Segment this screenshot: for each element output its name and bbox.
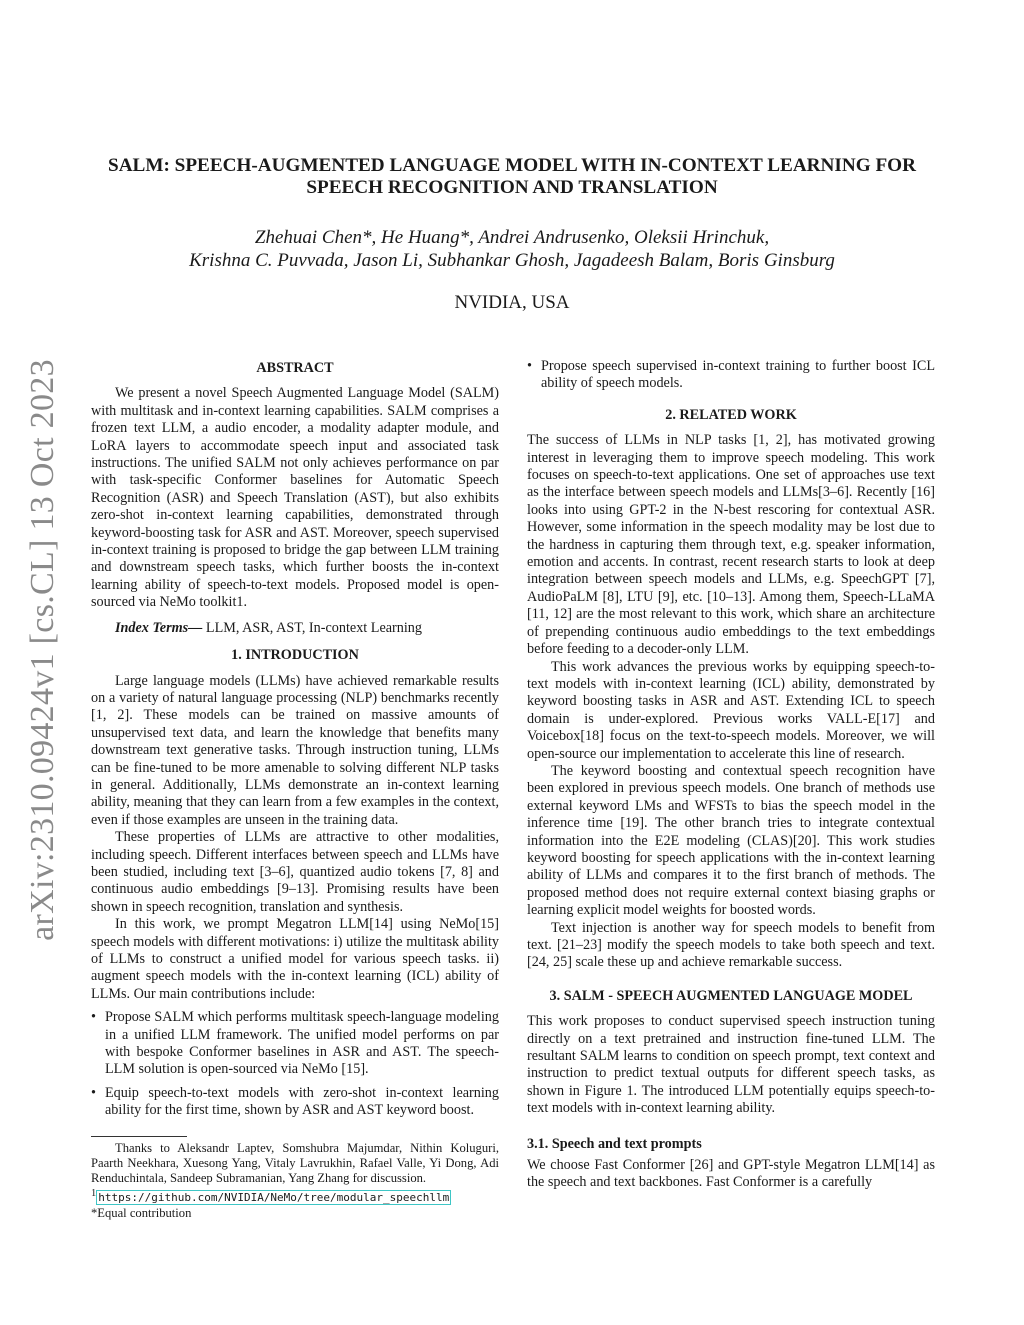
introduction-heading: 1. INTRODUCTION bbox=[231, 647, 359, 664]
footnote-1-mark: 1 bbox=[91, 1188, 97, 1200]
contribution-item: • Propose SALM which performs multitask speech-language modeling in a unified LLM framework. The unified model performs on par with bespoke Conformer baselines in ASR and AST. The speech-LLM solution is open-sourced via NeMo [15]. bbox=[105, 1009, 499, 1079]
speech-text-prompts-paragraph: We choose Fast Conformer [26] and GPT-style Megatron LLM[14] as the speech and text backbones. Fast Conformer is a carefully bbox=[527, 1157, 935, 1191]
contributions-list bbox=[91, 1009, 499, 1119]
arxiv-id-text: arXiv:2310.09424v1 [cs.CL] 13 Oct 2023 bbox=[24, 359, 61, 941]
title-line-1: SALM: SPEECH-AUGMENTED LANGUAGE MODEL WITH IN-CONTEXT LEARNING FOR bbox=[108, 155, 916, 176]
right-column bbox=[527, 358, 935, 1192]
index-terms-text: LLM, ASR, AST, In-context Learning bbox=[202, 619, 422, 636]
nemo-repo-link[interactable]: https://github.com/NVIDIA/NeMo/tree/modular_speechllm bbox=[98, 1191, 450, 1205]
paper-title bbox=[80, 155, 944, 199]
footnote-equal-contribution: *Equal contribution bbox=[91, 1205, 192, 1220]
title-line-2: SPEECH RECOGNITION AND TRANSLATION bbox=[306, 177, 718, 198]
related-work-paragraph-3: The keyword boosting and contextual speech recognition have been explored in previous speech models. One branch of methods use external keyword LMs and WFSTs to bias the speech model in the inference time [19]. The other branch tries to integrate contextual information into the E2E modeling (CLAS)[20]. This work studies keyword boosting for speech applications with the in-context learning ability of LLMs and compares it to the first branch of methods. The proposed method does not require external context biasing graphs or learning explicit model weights for boosted words. bbox=[527, 762, 935, 919]
intro-paragraph-3: In this work, we prompt Megatron LLM[14] using NeMo[15] speech models with different motivations: i) utilize the multitask ability of LLMs to construct a unified model for various speech tasks. ii) augment speech models with the in-context learning (ICL) ability of LLMs. Our main contributions include: bbox=[91, 916, 499, 1002]
contributions-list-continued bbox=[527, 358, 935, 393]
affiliation: NVIDIA, USA bbox=[454, 292, 570, 313]
salm-paragraph-1: This work proposes to conduct supervised speech instruction tuning directly on a text pretrained and instruction fine-tuned LLM. The resultant SALM learns to condition on speech prompt, text context and instruction to predict textual outputs for different speech tasks, as shown in Figure 1. The introduced LLM potentially equips speech-to-text models with in-context learning ability. bbox=[527, 1013, 935, 1117]
related-work-heading: 2. RELATED WORK bbox=[665, 406, 797, 423]
intro-paragraph-2: These properties of LLMs are attractive to other modalities, including speech. Different interfaces between speech and LLMs have been studied, including text [3–6], quantized audio tokens [7, 8] and continuous audio embeddings [9–13]. Promising results have been shown in speech recognition, translation and synthesis. bbox=[91, 829, 499, 915]
left-column bbox=[91, 358, 499, 1221]
contribution-item: • Equip speech-to-text models with zero-shot in-context learning ability for the first time, shown by ASR and AST keyword boost. bbox=[105, 1085, 499, 1120]
index-terms-label: Index Terms— bbox=[115, 619, 203, 636]
salm-section-heading: 3. SALM - SPEECH AUGMENTED LANGUAGE MODEL bbox=[549, 987, 913, 1004]
authors-line-2: Krishna C. Puvvada, Jason Li, Subhankar Ghosh, Jagadeesh Balam, Boris Ginsburg bbox=[189, 250, 835, 271]
abstract-heading: ABSTRACT bbox=[256, 360, 334, 376]
related-work-paragraph-1: The success of LLMs in NLP tasks [1, 2], has motivated growing interest in leveraging them to improve speech modeling. This work focuses on speech-to-text applications. One set of approaches use text as the interface between speech models and LLMs[3–6]. Recently [16] looks into using GPT-2 in the N-best rescoring for contextual ASR. However, some information in the speech modality may be lost due to the hardness in capturing them through text, e.g. speaker information, emotion and accents. In contrast, recent research starts to look at deep integration between speech models and LLMs, e.g. SpeechGPT [7], AudioPaLM [8], LTU [9], etc. [10–13]. Among them, Speech-LLaMA [11, 12] are the most relevant to this work, which share an architecture of prepending continuous audio embeddings to the text embeddings before feeding to a decoder-only LLM. bbox=[527, 432, 935, 658]
footnote-divider bbox=[91, 1136, 187, 1137]
intro-paragraph-1: Large language models (LLMs) have achieved remarkable results on a variety of natural language processing (NLP) benchmarks recently [1, 2]. These models can be trained on massive amounts of unsupervised text data, and learn the knowledge that benefits many downstream text generative tasks. Through instruction tuning, LLMs can be fine-tuned to be more amenable to solving different NLP tasks in general. Additionally, LLMs demonstrate an in-context learning ability, meaning that they can learn from a few examples in the context, even if those examples are unseen in the training data. bbox=[91, 672, 499, 828]
footnote-1 bbox=[91, 1186, 499, 1205]
related-work-paragraph-2: This work advances the previous works by equipping speech-to-text models with in-context learning (ICL) ability, demonstrated by keyword boosting tasks in ASR and AST. Extending ICL to speech domain is under-explored. Previous works VALL-E[17] and Voicebox[18] focus on the text-to-speech models. Moreover, we will open-source our implementation to accelerate this line of research. bbox=[527, 658, 935, 762]
index-terms bbox=[91, 620, 499, 637]
speech-text-prompts-heading: 3.1. Speech and text prompts bbox=[527, 1135, 702, 1152]
abstract-text: We present a novel Speech Augmented Language Model (SALM) with multitask and in-context learning capabilities. SALM comprises a frozen text LLM, a audio encoder, a modality adapter module, and LoRA layers to accommodate speech input and associated task instructions. The unified SALM not only achieves performance on par with task-specific Conformer baselines for Automatic Speech Recognition (ASR) and Speech Translation (AST), but also exhibits zero-shot in-context learning capabilities, demonstrated through keyword-boosting task for ASR and AST. Moreover, speech supervised in-context training is proposed to bridge the gap between LLM training and downstream speech tasks, which further boosts the in-context learning ability of speech-to-text models. Proposed model is open-sourced via NeMo toolkit1. bbox=[91, 385, 499, 611]
authors-line-1: Zhehuai Chen*, He Huang*, Andrei Andrusenko, Oleksii Hrinchuk, bbox=[254, 227, 770, 248]
footnote-thanks: Thanks to Aleksandr Laptev, Somshubra Majumdar, Nithin Koluguri, Paarth Neekhara, Xuesong Yang, Vitaly Lavrukhin, Rafael Valle, Yi Dong, Adi Renduchintala, Sandeep Subramanian, Yang Zhang for discussion. bbox=[91, 1140, 499, 1186]
author-list bbox=[80, 226, 944, 272]
contribution-item: • Propose speech supervised in-context training to further boost ICL ability of speech models. bbox=[541, 358, 935, 393]
arxiv-identifier-stamp bbox=[18, 360, 68, 940]
related-work-paragraph-4: Text injection is another way for speech models to benefit from text. [21–23] modify the speech models to take both speech and text. [24, 25] scale these up and achieve remarkable success. bbox=[527, 919, 935, 971]
